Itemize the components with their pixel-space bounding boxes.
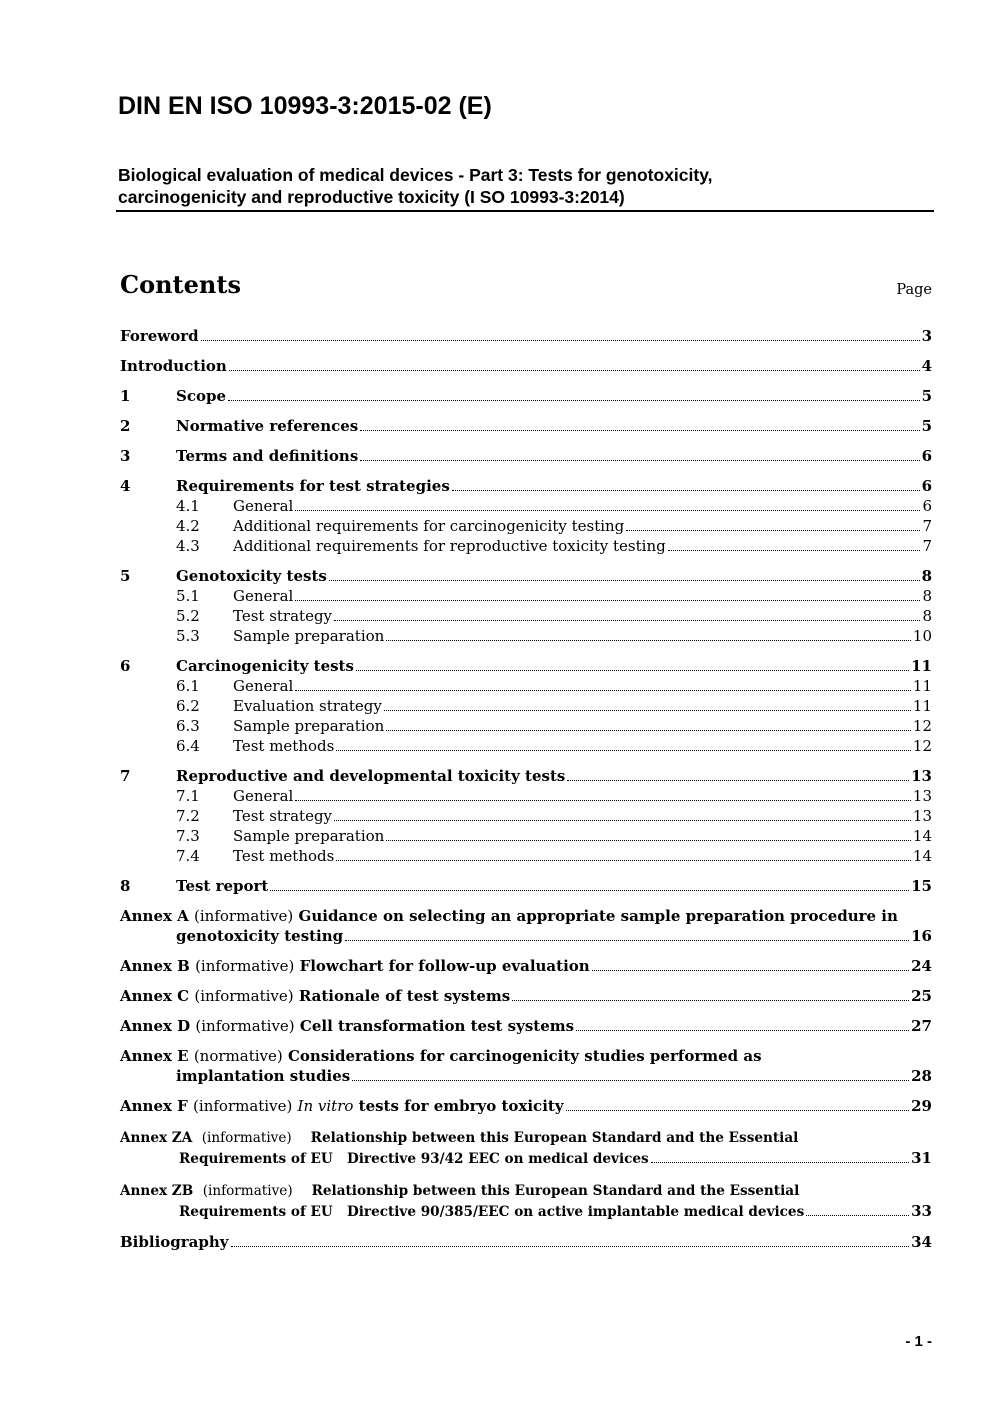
toc-entry-annex-d[interactable]	[120, 1016, 932, 1036]
toc-entry-section-3[interactable]	[120, 446, 932, 466]
toc-page: 11	[912, 697, 932, 715]
annex-title: tests for embryo toxicity	[358, 1097, 564, 1115]
toc-entry-section-7[interactable]	[120, 766, 932, 786]
subtitle-line-2: carcinogenicity and reproductive toxicity (I SO 10993-3:2014)	[118, 187, 625, 207]
annex-kind: (informative)	[194, 907, 294, 925]
toc-entry-annex-e[interactable]	[120, 1046, 932, 1086]
toc-page: 31	[911, 1149, 932, 1167]
toc-entry-section-6-2[interactable]	[120, 696, 932, 716]
toc-page: 13	[911, 767, 932, 785]
annex-title: Relationship between this European Standard and the Essential	[311, 1183, 800, 1199]
toc-title: Sample preparation	[233, 627, 385, 645]
toc-entry-section-5-3[interactable]	[120, 626, 932, 646]
dot-leader	[668, 550, 921, 551]
dot-leader	[270, 890, 909, 891]
toc-number: 2	[120, 417, 131, 435]
table-of-contents	[120, 326, 932, 1252]
toc-title: General	[233, 787, 294, 805]
toc-entry-section-7-4[interactable]	[120, 846, 932, 866]
page-column-label: Page	[896, 282, 932, 298]
toc-title: General	[233, 497, 294, 515]
annex-kind: (informative)	[201, 1130, 292, 1146]
toc-title: Test strategy	[233, 807, 333, 825]
annex-kind: (informative)	[202, 1183, 293, 1199]
toc-page: 3	[921, 327, 932, 345]
toc-entry-bibliography[interactable]	[120, 1232, 932, 1252]
dot-leader	[806, 1215, 909, 1216]
annex-label: Annex D	[120, 1017, 191, 1035]
dot-leader	[356, 670, 909, 671]
annex-kind: (informative)	[195, 1017, 295, 1035]
toc-number: 7	[120, 767, 131, 785]
toc-entry-annex-zb[interactable]	[120, 1181, 932, 1222]
toc-entry-section-4-2[interactable]	[120, 516, 932, 536]
toc-page: 7	[922, 517, 932, 535]
dot-leader	[360, 460, 919, 461]
dot-leader	[386, 640, 911, 641]
toc-page: 6	[921, 447, 932, 465]
annex-line-2	[120, 926, 932, 946]
annex-label: Annex E	[120, 1047, 189, 1065]
toc-page: 8	[922, 607, 932, 625]
annex-title: Flowchart for follow-up evaluation	[299, 957, 590, 975]
annex-line-1	[120, 1128, 932, 1148]
toc-entry-section-7-1[interactable]	[120, 786, 932, 806]
toc-entry-section-5[interactable]	[120, 566, 932, 586]
toc-number: 6.1	[176, 677, 200, 695]
dot-leader	[592, 970, 909, 971]
dot-leader	[336, 860, 911, 861]
toc-number: 5.1	[176, 587, 200, 605]
toc-page: 15	[911, 877, 932, 895]
toc-page: 25	[911, 987, 932, 1005]
dot-leader	[384, 710, 911, 711]
toc-entry-annex-b[interactable]	[120, 956, 932, 976]
annex-line-1	[120, 1181, 932, 1201]
toc-number: 7.4	[176, 847, 200, 865]
toc-entry-section-6[interactable]	[120, 656, 932, 676]
annex-title: Relationship between this European Standard and the Essential	[310, 1130, 799, 1146]
toc-number: 7.2	[176, 807, 200, 825]
toc-number: 4.3	[176, 537, 200, 555]
dot-leader	[352, 1080, 909, 1081]
dot-leader	[228, 400, 920, 401]
toc-title: Carcinogenicity tests	[176, 657, 354, 675]
toc-entry-section-6-4[interactable]	[120, 736, 932, 756]
toc-title: Foreword	[120, 327, 199, 345]
annex-label: Annex A	[120, 907, 189, 925]
annex-title-cont: Requirements of EU Directive 90/385/EEC on active implantable medical devices	[179, 1204, 805, 1220]
dot-leader	[567, 780, 909, 781]
toc-number: 6.4	[176, 737, 200, 755]
subtitle-line-1: Biological evaluation of medical devices - Part 3: Tests for genotoxicity,	[118, 165, 713, 185]
annex-label: Annex F	[120, 1097, 188, 1115]
dot-leader	[626, 530, 920, 531]
toc-title: Test strategy	[233, 607, 333, 625]
toc-title: Sample preparation	[233, 827, 385, 845]
page-number: - 1 -	[905, 1333, 932, 1350]
toc-page: 12	[912, 737, 932, 755]
toc-title: Bibliography	[120, 1233, 229, 1251]
dot-leader	[336, 750, 911, 751]
annex-label: Annex ZB	[120, 1183, 194, 1199]
annex-title: Guidance on selecting an appropriate sample preparation procedure in	[298, 907, 898, 925]
toc-number: 6.2	[176, 697, 200, 715]
dot-leader	[295, 600, 920, 601]
toc-title: Test methods	[233, 847, 335, 865]
toc-entry-annex-f[interactable]	[120, 1096, 932, 1116]
dot-leader	[386, 730, 911, 731]
annex-title: Cell transformation test systems	[299, 1017, 575, 1035]
toc-page: 11	[912, 677, 932, 695]
annex-kind: (informative)	[194, 987, 294, 1005]
toc-page: 14	[912, 827, 932, 845]
toc-page: 11	[911, 657, 932, 675]
toc-page: 6	[922, 497, 932, 515]
dot-leader	[512, 1000, 909, 1001]
toc-title: Terms and definitions	[176, 447, 359, 465]
toc-page: 34	[911, 1233, 932, 1251]
toc-page: 6	[921, 477, 932, 495]
toc-page: 5	[921, 387, 932, 405]
toc-title: Evaluation strategy	[233, 697, 382, 715]
toc-number: 5.3	[176, 627, 200, 645]
dot-leader	[201, 340, 920, 341]
dot-leader	[386, 840, 911, 841]
toc-page: 10	[912, 627, 932, 645]
toc-page: 7	[922, 537, 932, 555]
toc-entry-section-6-1[interactable]	[120, 676, 932, 696]
toc-page: 29	[911, 1097, 932, 1115]
toc-number: 6	[120, 657, 131, 675]
dot-leader	[334, 620, 920, 621]
toc-entry-section-4[interactable]	[120, 476, 932, 496]
toc-number: 4.2	[176, 517, 200, 535]
toc-page: 28	[911, 1067, 932, 1085]
dot-leader	[295, 690, 911, 691]
toc-entry-introduction[interactable]	[120, 356, 932, 376]
toc-entry-section-4-1[interactable]	[120, 496, 932, 516]
toc-number: 1	[120, 387, 131, 405]
annex-title-cont: genotoxicity testing	[176, 927, 344, 945]
dot-leader	[576, 1030, 909, 1031]
dot-leader	[360, 430, 919, 431]
dot-leader	[231, 1246, 910, 1247]
dot-leader	[651, 1162, 909, 1163]
toc-number: 5.2	[176, 607, 200, 625]
toc-page: 24	[911, 957, 932, 975]
toc-title: General	[233, 677, 294, 695]
toc-page: 13	[912, 787, 932, 805]
toc-title: Scope	[176, 387, 227, 405]
toc-entry-section-2[interactable]	[120, 416, 932, 436]
dot-leader	[295, 510, 920, 511]
toc-number: 6.3	[176, 717, 200, 735]
toc-title: Requirements for test strategies	[176, 477, 450, 495]
document-id: DIN EN ISO 10993-3:2015-02 (E)	[118, 92, 492, 120]
toc-number: 4.1	[176, 497, 200, 515]
toc-entry-section-5-1[interactable]	[120, 586, 932, 606]
toc-title: Normative references	[176, 417, 359, 435]
toc-number: 7.3	[176, 827, 200, 845]
annex-line-2	[120, 1201, 932, 1222]
dot-leader	[345, 940, 909, 941]
toc-title: Additional requirements for carcinogenicity testing	[233, 517, 625, 535]
toc-number: 5	[120, 567, 131, 585]
toc-entry-annex-za[interactable]	[120, 1128, 932, 1169]
annex-kind: (informative)	[195, 957, 295, 975]
toc-title: Test methods	[233, 737, 335, 755]
toc-page: 13	[912, 807, 932, 825]
dot-leader	[229, 370, 920, 371]
toc-title: Test report	[176, 877, 269, 895]
toc-entry-section-4-3[interactable]	[120, 536, 932, 556]
dot-leader	[334, 820, 911, 821]
toc-entry-foreword[interactable]	[120, 326, 932, 346]
toc-page: 14	[912, 847, 932, 865]
dot-leader	[452, 490, 920, 491]
toc-page: 33	[911, 1202, 932, 1220]
annex-kind: (normative)	[193, 1047, 283, 1065]
toc-page: 5	[921, 417, 932, 435]
annex-label: Annex C	[120, 987, 190, 1005]
annex-title-italic: In vitro	[297, 1097, 354, 1115]
dot-leader	[566, 1110, 910, 1111]
toc-entry-section-8[interactable]	[120, 876, 932, 896]
annex-title-cont: implantation studies	[176, 1067, 351, 1085]
annex-title: Considerations for carcinogenicity studies performed as	[287, 1047, 762, 1065]
toc-entry-annex-a[interactable]	[120, 906, 932, 946]
annex-kind: (informative)	[193, 1097, 293, 1115]
toc-title: Genotoxicity tests	[176, 567, 327, 585]
annex-line-1	[120, 1046, 932, 1066]
toc-entry-section-5-2[interactable]	[120, 606, 932, 626]
toc-page: 12	[912, 717, 932, 735]
toc-page: 16	[911, 927, 932, 945]
toc-title: General	[233, 587, 294, 605]
toc-entry-section-7-3[interactable]	[120, 826, 932, 846]
toc-page: 27	[911, 1017, 932, 1035]
toc-title: Additional requirements for reproductive toxicity testing	[233, 537, 666, 555]
annex-line-2	[120, 1066, 932, 1086]
toc-entry-section-6-3[interactable]	[120, 716, 932, 736]
toc-page: 4	[921, 357, 932, 375]
toc-number: 8	[120, 877, 131, 895]
title-divider	[116, 210, 934, 212]
toc-title: Sample preparation	[233, 717, 385, 735]
document-subtitle	[118, 164, 933, 208]
toc-entry-section-7-2[interactable]	[120, 806, 932, 826]
toc-number: 7.1	[176, 787, 200, 805]
toc-page: 8	[921, 567, 932, 585]
annex-label: Annex ZA	[120, 1130, 193, 1146]
contents-heading: Contents	[120, 270, 241, 299]
annex-title: Rationale of test systems	[298, 987, 511, 1005]
dot-leader	[329, 580, 920, 581]
toc-entry-section-1[interactable]	[120, 386, 932, 406]
annex-line-1	[120, 906, 932, 926]
toc-entry-annex-c[interactable]	[120, 986, 932, 1006]
dot-leader	[295, 800, 911, 801]
toc-title: Reproductive and developmental toxicity tests	[176, 767, 566, 785]
toc-number: 3	[120, 447, 131, 465]
annex-label: Annex B	[120, 957, 190, 975]
toc-title: Introduction	[120, 357, 227, 375]
toc-page: 8	[922, 587, 932, 605]
annex-title-cont: Requirements of EU Directive 93/42 EEC on medical devices	[179, 1151, 649, 1167]
annex-line-2	[120, 1148, 932, 1169]
toc-number: 4	[120, 477, 131, 495]
